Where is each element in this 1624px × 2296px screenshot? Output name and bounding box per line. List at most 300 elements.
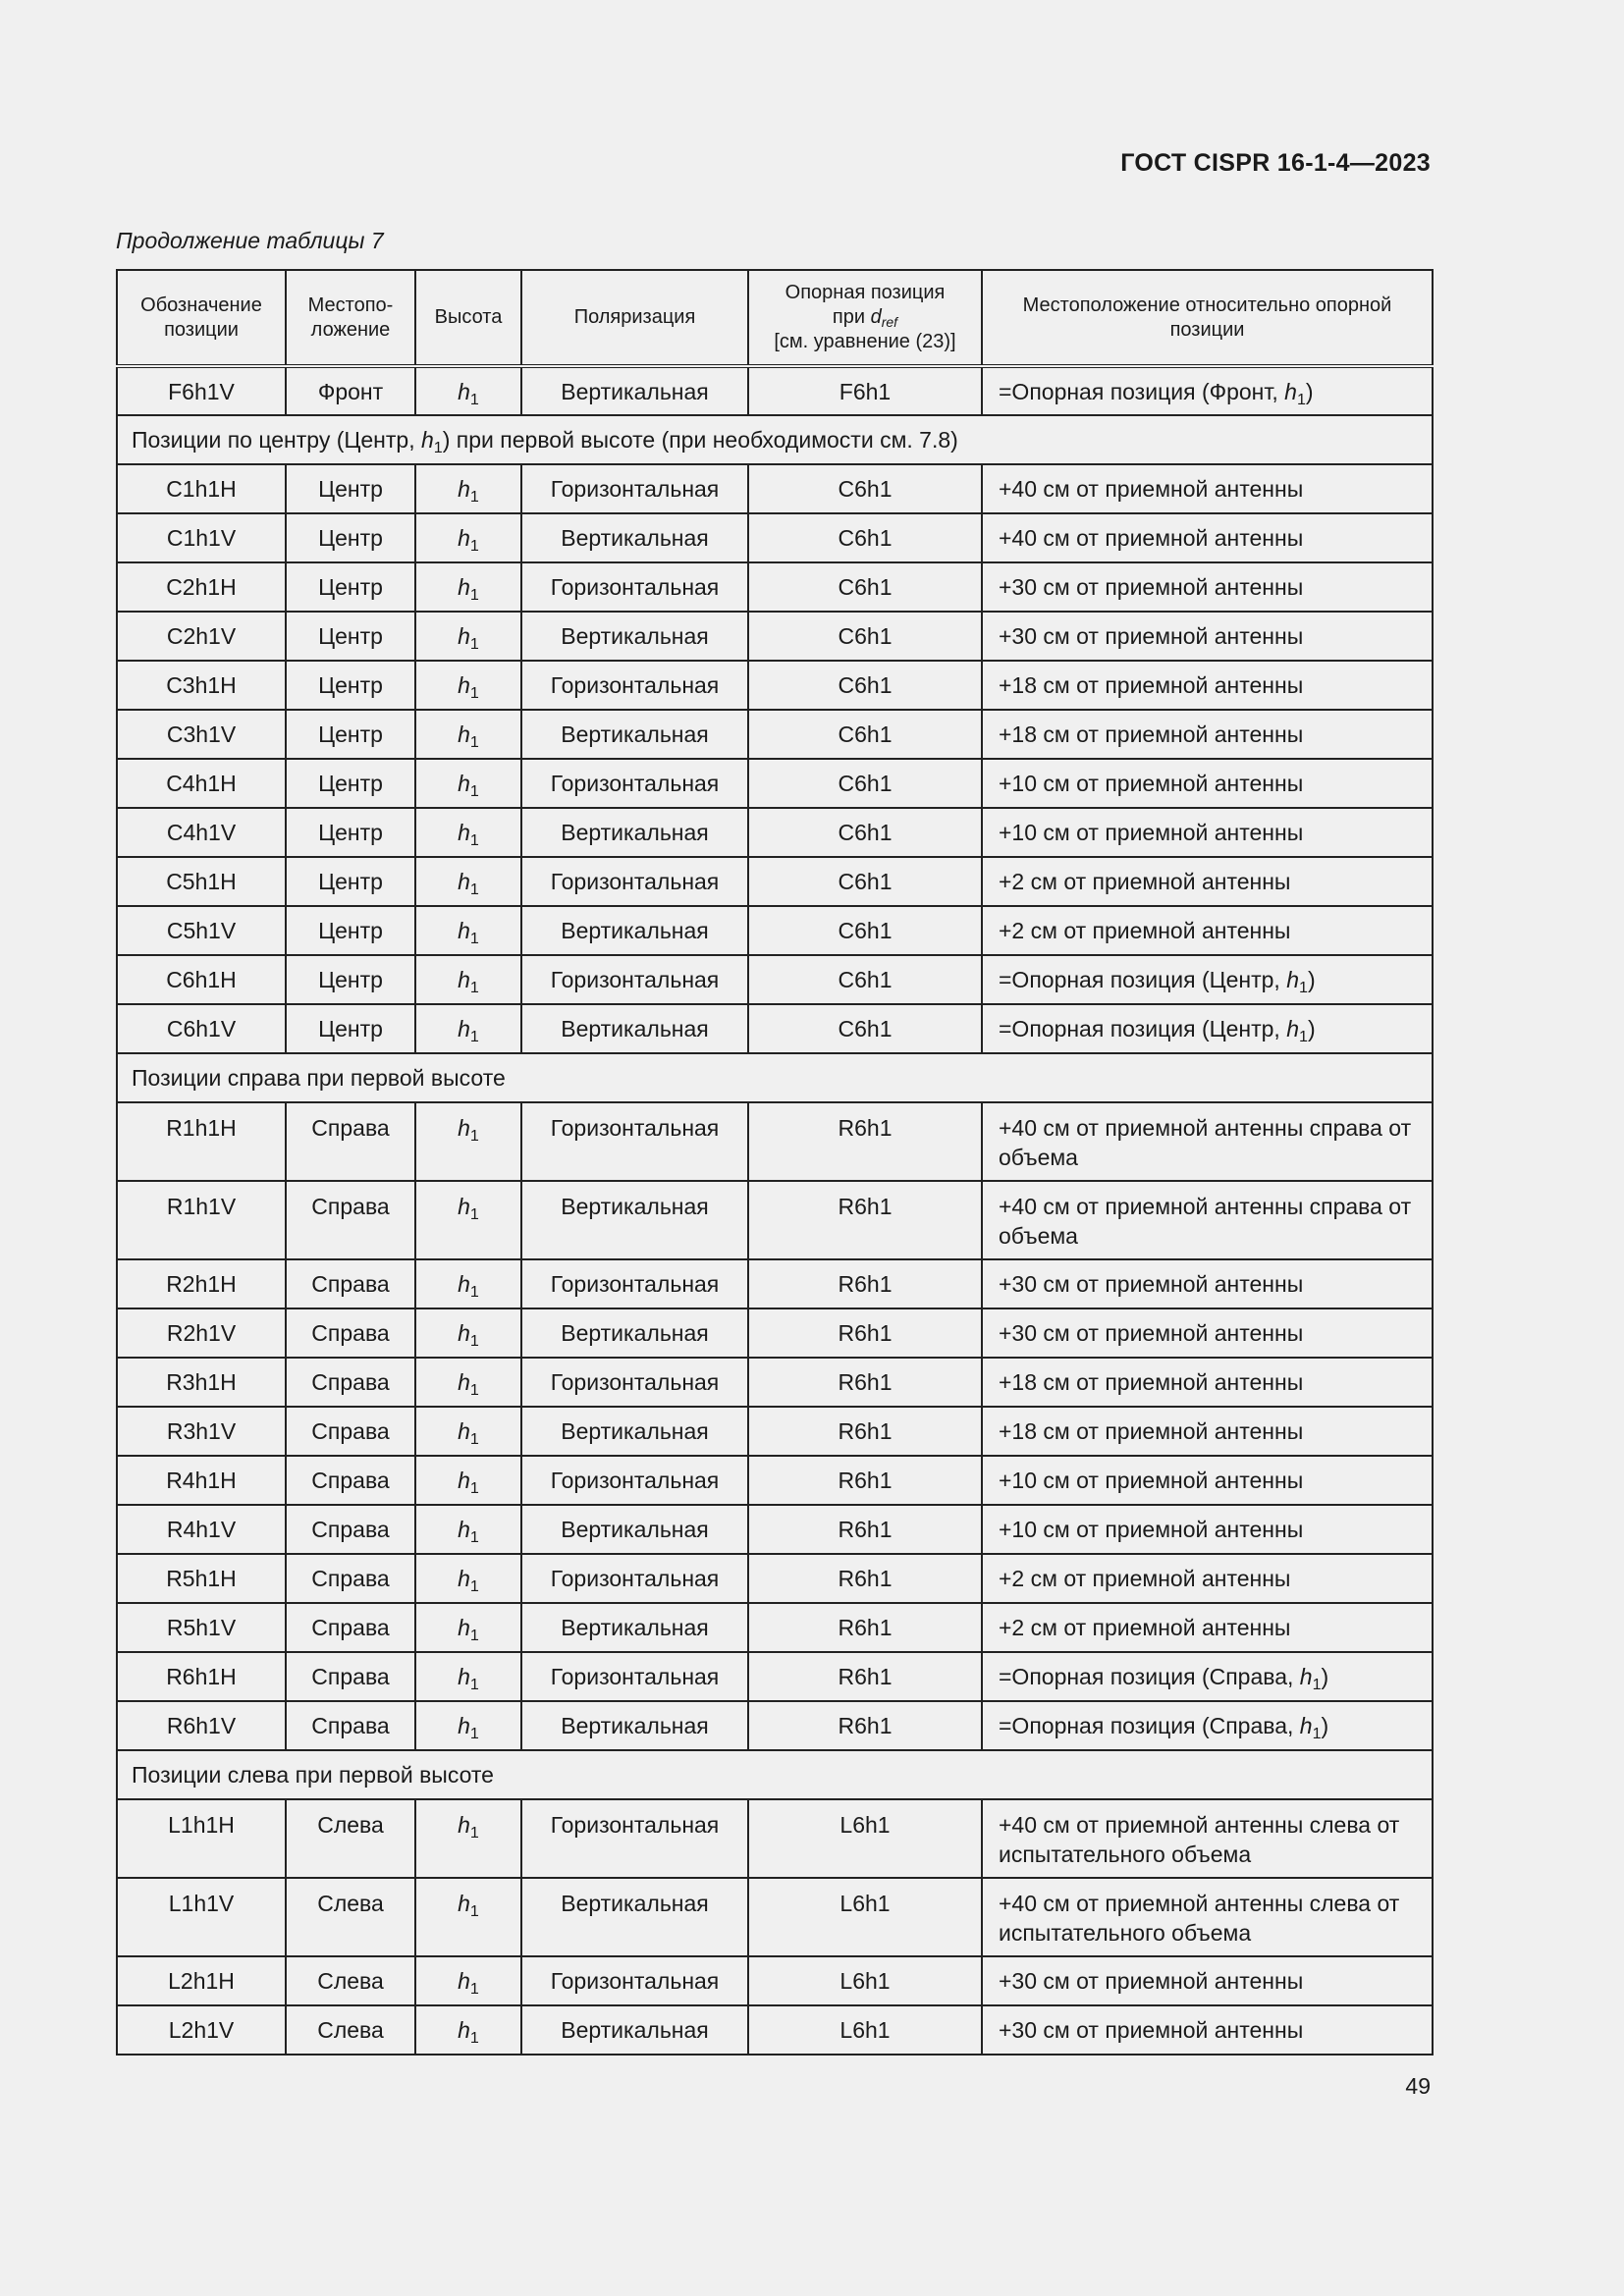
- h-index: 1: [469, 1380, 479, 1399]
- h-index: 1: [469, 1126, 479, 1145]
- h-symbol: h: [458, 1194, 470, 1219]
- cell-designation: F6h1V: [117, 366, 286, 415]
- cell-height: [415, 1259, 521, 1308]
- section-label: [117, 415, 1433, 464]
- cell-designation: R3h1H: [117, 1358, 286, 1407]
- table-row: [117, 710, 1433, 759]
- col-location-line2: ложение: [310, 318, 391, 341]
- cell-polarization: Горизонтальная: [521, 1799, 748, 1878]
- relative-position-text: =Опорная позиция (Справа,: [999, 1713, 1300, 1738]
- h-symbol: h: [458, 869, 470, 894]
- h-symbol: h: [458, 1369, 470, 1395]
- cell-location: Справа: [286, 1308, 415, 1358]
- col-header-relative-position: Местоположение относительно опорной позиции: [982, 270, 1433, 366]
- relative-position-text: +18 см от приемной антенны: [999, 721, 1304, 747]
- cell-relative-position: [982, 1554, 1433, 1603]
- cell-relative-position: [982, 612, 1433, 661]
- relative-position-text: +40 см от приемной антенны слева от испытательного объема: [999, 1812, 1400, 1867]
- height-value: [458, 672, 479, 702]
- height-value: [458, 1194, 479, 1223]
- h-index: 1: [469, 830, 479, 849]
- table-row: [117, 1181, 1433, 1259]
- table-container: [116, 269, 1432, 2056]
- h-symbol: h: [1284, 378, 1297, 404]
- cell-height: [415, 906, 521, 955]
- cell-location: Центр: [286, 710, 415, 759]
- table-row: [117, 1102, 1433, 1181]
- height-value: [458, 1369, 479, 1399]
- height-value: [458, 771, 479, 800]
- cell-location: Центр: [286, 857, 415, 906]
- cell-height: [415, 1102, 521, 1181]
- cell-location: Справа: [286, 1505, 415, 1554]
- cell-designation: L2h1V: [117, 2005, 286, 2055]
- h-index: 1: [469, 1823, 479, 1842]
- cell-height: [415, 1554, 521, 1603]
- h-index: 1: [469, 1979, 479, 1998]
- relative-position-text: +18 см от приемной антенны: [999, 672, 1304, 698]
- cell-relative-position: [982, 906, 1433, 955]
- cell-location: Центр: [286, 612, 415, 661]
- cell-reference: R6h1: [748, 1505, 982, 1554]
- table-row: [117, 1358, 1433, 1407]
- col-location-line1: Местопо-: [307, 294, 394, 316]
- cell-location: Центр: [286, 808, 415, 857]
- section-row-center: [117, 415, 1433, 464]
- relative-position-text: +18 см от приемной антенны: [999, 1369, 1304, 1395]
- cell-location: Справа: [286, 1652, 415, 1701]
- cell-relative-position: [982, 1102, 1433, 1181]
- cell-relative-position: =Опорная позиция (Справа, $h_1$): [982, 1652, 1433, 1701]
- h-symbol: h: [458, 525, 470, 551]
- height-value: [458, 1016, 479, 1045]
- section-row-right: [117, 1053, 1433, 1102]
- table-row: [117, 759, 1433, 808]
- cell-polarization: Горизонтальная: [521, 661, 748, 710]
- h-symbol: h: [458, 1418, 470, 1444]
- cell-designation: L1h1H: [117, 1799, 286, 1878]
- cell-relative-position: [982, 1956, 1433, 2005]
- table-header-row: [117, 270, 1433, 366]
- h-symbol: h: [458, 820, 470, 845]
- relative-position-text: +10 см от приемной антенны: [999, 771, 1304, 796]
- height-value: [458, 1968, 479, 1998]
- cell-location: Справа: [286, 1407, 415, 1456]
- h-symbol: h: [458, 721, 470, 747]
- col-ref-line1: Опорная позиция: [785, 282, 946, 303]
- relative-position-text: +40 см от приемной антенны: [999, 525, 1304, 551]
- table-row: [117, 1878, 1433, 1956]
- cell-location: Центр: [286, 464, 415, 513]
- cell-reference: F6h1: [748, 366, 982, 415]
- h-index: 1: [469, 683, 479, 702]
- relative-position-text: +2 см от приемной антенны: [999, 1615, 1291, 1640]
- cell-reference: L6h1: [748, 2005, 982, 2055]
- table-row: [117, 1004, 1433, 1053]
- cell-relative-position: [982, 1878, 1433, 1956]
- cell-location: Справа: [286, 1102, 415, 1181]
- h-index: 1: [433, 438, 443, 456]
- h-index: 1: [469, 1901, 479, 1920]
- cell-polarization: Горизонтальная: [521, 759, 748, 808]
- cell-reference: R6h1: [748, 1456, 982, 1505]
- cell-reference: C6h1: [748, 612, 982, 661]
- h-symbol: h: [458, 1615, 470, 1640]
- h-index: 1: [469, 1429, 479, 1448]
- table-caption: Продолжение таблицы 7: [116, 228, 384, 253]
- relative-position-text: +30 см от приемной антенны: [999, 574, 1304, 600]
- relative-position-text: +40 см от приемной антенны справа от объема: [999, 1194, 1412, 1249]
- cell-polarization: Горизонтальная: [521, 1358, 748, 1407]
- cell-designation: C4h1V: [117, 808, 286, 857]
- h-index: 1: [1299, 1027, 1308, 1045]
- col-designation-line1: Обозначение: [140, 294, 262, 316]
- h-index: 1: [469, 1724, 479, 1742]
- cell-relative-position: =Опорная позиция (Справа, $h_1$): [982, 1701, 1433, 1750]
- height-value: [458, 1713, 479, 1742]
- cell-designation: C6h1V: [117, 1004, 286, 1053]
- relative-position-text: +2 см от приемной антенны: [999, 918, 1291, 943]
- cell-polarization: Вертикальная: [521, 1308, 748, 1358]
- table-row: [117, 1308, 1433, 1358]
- cell-reference: L6h1: [748, 1878, 982, 1956]
- height-value: [458, 378, 479, 408]
- cell-height: [415, 1652, 521, 1701]
- table-row: [117, 1554, 1433, 1603]
- cell-designation: R1h1H: [117, 1102, 286, 1181]
- cell-location: Справа: [286, 1181, 415, 1259]
- cell-location: Центр: [286, 955, 415, 1004]
- cell-reference: C6h1: [748, 1004, 982, 1053]
- h-symbol: h: [458, 1891, 470, 1916]
- cell-polarization: Вертикальная: [521, 612, 748, 661]
- table-row: [117, 906, 1433, 955]
- height-value: [458, 918, 479, 947]
- relative-position-text: +10 см от приемной антенны: [999, 1517, 1304, 1542]
- relative-position-text: =Опорная позиция (Центр,: [999, 1016, 1287, 1041]
- relative-height-symbol: [1286, 1016, 1308, 1045]
- h-index: 1: [469, 929, 479, 947]
- cell-height: [415, 1407, 521, 1456]
- section-text-before: Позиции по центру (Центр,: [132, 427, 415, 453]
- table-row: [117, 464, 1433, 513]
- h-index: 1: [469, 732, 479, 751]
- cell-relative-position: [982, 710, 1433, 759]
- table-row: [117, 1956, 1433, 2005]
- height-value: [458, 820, 479, 849]
- cell-designation: C3h1H: [117, 661, 286, 710]
- h-symbol: h: [458, 1320, 470, 1346]
- relative-position-text: =Опорная позиция (Центр,: [999, 967, 1287, 992]
- col-ref-d: d: [870, 306, 882, 328]
- h-index: 1: [469, 1675, 479, 1693]
- cell-polarization: Горизонтальная: [521, 955, 748, 1004]
- cell-location: Центр: [286, 513, 415, 562]
- section-row-left: [117, 1750, 1433, 1799]
- cell-designation: C3h1V: [117, 710, 286, 759]
- cell-reference: R6h1: [748, 1407, 982, 1456]
- h-index: 1: [469, 781, 479, 800]
- cell-height: [415, 955, 521, 1004]
- cell-location: Фронт: [286, 366, 415, 415]
- cell-height: [415, 2005, 521, 2055]
- col-header-reference: [748, 270, 982, 366]
- col-ref-prefix: при: [832, 306, 866, 328]
- height-value: [458, 1891, 479, 1920]
- cell-location: Центр: [286, 759, 415, 808]
- cell-height: [415, 1505, 521, 1554]
- h-index: 1: [469, 880, 479, 898]
- cell-polarization: Вертикальная: [521, 1505, 748, 1554]
- col-header-polarization: Поляризация: [521, 270, 748, 366]
- section-label: Позиции слева при первой высоте: [117, 1750, 1433, 1799]
- height-value: [458, 574, 479, 604]
- cell-relative-position: [982, 808, 1433, 857]
- cell-height: [415, 1004, 521, 1053]
- col-header-designation: [117, 270, 286, 366]
- cell-relative-position: [982, 759, 1433, 808]
- col-ref-sub: ref: [881, 314, 898, 331]
- cell-relative-position: =Опорная позиция (Центр, $h_1$): [982, 955, 1433, 1004]
- table-row: [117, 612, 1433, 661]
- height-value: [458, 525, 479, 555]
- cell-location: Центр: [286, 1004, 415, 1053]
- relative-height-symbol: [1299, 1664, 1322, 1693]
- h-symbol: h: [1286, 967, 1300, 992]
- cell-polarization: Вертикальная: [521, 513, 748, 562]
- h-symbol: h: [458, 574, 470, 600]
- cell-reference: C6h1: [748, 710, 982, 759]
- cell-reference: C6h1: [748, 464, 982, 513]
- h-index: 1: [1299, 978, 1308, 996]
- cell-reference: R6h1: [748, 1358, 982, 1407]
- cell-relative-position: [982, 1308, 1433, 1358]
- section-label: Позиции справа при первой высоте: [117, 1053, 1433, 1102]
- cell-reference: R6h1: [748, 1308, 982, 1358]
- height-value: [458, 623, 479, 653]
- cell-relative-position: [982, 1358, 1433, 1407]
- height-value: [458, 1468, 479, 1497]
- cell-relative-position: [982, 464, 1433, 513]
- table-row: [117, 1799, 1433, 1878]
- h-symbol: h: [458, 1713, 470, 1738]
- h-index: 1: [469, 2028, 479, 2047]
- cell-designation: R2h1V: [117, 1308, 286, 1358]
- document-id: ГОСТ CISPR 16-1-4—2023: [1120, 149, 1431, 177]
- cell-polarization: Вертикальная: [521, 710, 748, 759]
- cell-relative-position: [982, 562, 1433, 612]
- relative-position-text: +10 см от приемной антенны: [999, 1468, 1304, 1493]
- cell-location: Справа: [286, 1554, 415, 1603]
- h-index: 1: [1312, 1724, 1322, 1742]
- cell-designation: C1h1H: [117, 464, 286, 513]
- height-value: [458, 1271, 479, 1301]
- table-row: [117, 661, 1433, 710]
- cell-height: [415, 366, 521, 415]
- cell-reference: C6h1: [748, 808, 982, 857]
- cell-polarization: Горизонтальная: [521, 1652, 748, 1701]
- h-index: 1: [1296, 390, 1306, 408]
- cell-height: [415, 464, 521, 513]
- cell-height: [415, 1308, 521, 1358]
- cell-relative-position: [982, 1407, 1433, 1456]
- cell-reference: C6h1: [748, 857, 982, 906]
- height-value: [458, 721, 479, 751]
- cell-location: Слева: [286, 1799, 415, 1878]
- height-value: [458, 1615, 479, 1644]
- h-index: 1: [469, 1027, 479, 1045]
- cell-designation: R4h1H: [117, 1456, 286, 1505]
- cell-polarization: Горизонтальная: [521, 1956, 748, 2005]
- cell-polarization: Вертикальная: [521, 1603, 748, 1652]
- cell-reference: R6h1: [748, 1652, 982, 1701]
- cell-designation: R5h1H: [117, 1554, 286, 1603]
- h-index: 1: [469, 1478, 479, 1497]
- cell-relative-position: =Опорная позиция (Центр, $h_1$): [982, 1004, 1433, 1053]
- table-row: [117, 1652, 1433, 1701]
- relative-position-text: =Опорная позиция (Фронт,: [999, 378, 1285, 404]
- relative-position-text: +30 см от приемной антенны: [999, 1320, 1304, 1346]
- cell-designation: C4h1H: [117, 759, 286, 808]
- h-symbol: h: [458, 476, 470, 502]
- cell-designation: L2h1H: [117, 1956, 286, 2005]
- table-row: [117, 808, 1433, 857]
- cell-designation: R2h1H: [117, 1259, 286, 1308]
- height-value: [458, 1566, 479, 1595]
- cell-polarization: Вертикальная: [521, 1701, 748, 1750]
- cell-polarization: Вертикальная: [521, 808, 748, 857]
- cell-height: [415, 759, 521, 808]
- cell-polarization: Горизонтальная: [521, 1259, 748, 1308]
- h-symbol: h: [458, 1468, 470, 1493]
- cell-designation: R6h1V: [117, 1701, 286, 1750]
- cell-height: [415, 1603, 521, 1652]
- cell-polarization: Горизонтальная: [521, 1456, 748, 1505]
- cell-designation: C1h1V: [117, 513, 286, 562]
- cell-location: Центр: [286, 562, 415, 612]
- cell-relative-position: [982, 1181, 1433, 1259]
- relative-position-text: +30 см от приемной антенны: [999, 1968, 1304, 1994]
- cell-polarization: Вертикальная: [521, 1878, 748, 1956]
- h-symbol: h: [458, 918, 470, 943]
- h-index: 1: [469, 978, 479, 996]
- cell-height: [415, 562, 521, 612]
- cell-reference: C6h1: [748, 661, 982, 710]
- cell-polarization: Вертикальная: [521, 1407, 748, 1456]
- h-symbol: h: [421, 427, 434, 453]
- cell-reference: C6h1: [748, 562, 982, 612]
- cell-designation: C5h1V: [117, 906, 286, 955]
- table-row: [117, 562, 1433, 612]
- cell-location: Центр: [286, 661, 415, 710]
- cell-relative-position: =Опорная позиция (Фронт, $h_1$): [982, 366, 1433, 415]
- h-index: 1: [469, 585, 479, 604]
- h-index: 1: [469, 536, 479, 555]
- cell-designation: R1h1V: [117, 1181, 286, 1259]
- h-index: 1: [1312, 1675, 1322, 1693]
- table-row: [117, 1505, 1433, 1554]
- h-symbol: h: [458, 1016, 470, 1041]
- table-row: [117, 1407, 1433, 1456]
- height-value: [458, 869, 479, 898]
- cell-reference: C6h1: [748, 513, 982, 562]
- cell-designation: R4h1V: [117, 1505, 286, 1554]
- cell-height: [415, 710, 521, 759]
- cell-location: Справа: [286, 1456, 415, 1505]
- relative-position-text: +2 см от приемной антенны: [999, 869, 1291, 894]
- cell-height: [415, 612, 521, 661]
- h-symbol: h: [458, 1566, 470, 1591]
- table-row: [117, 1456, 1433, 1505]
- col-ref-line3: [см. уравнение (23)]: [774, 331, 956, 352]
- cell-designation: C6h1H: [117, 955, 286, 1004]
- h-symbol: h: [458, 2017, 470, 2043]
- cell-relative-position: [982, 1799, 1433, 1878]
- relative-height-symbol: [1286, 967, 1308, 996]
- cell-height: [415, 1956, 521, 2005]
- table-row: [117, 857, 1433, 906]
- h-index: 1: [469, 1527, 479, 1546]
- cell-polarization: Вертикальная: [521, 1181, 748, 1259]
- cell-height: [415, 1878, 521, 1956]
- cell-location: Слева: [286, 1956, 415, 2005]
- cell-height: [415, 857, 521, 906]
- h-symbol: h: [458, 967, 470, 992]
- relative-position-text: +30 см от приемной антенны: [999, 623, 1304, 649]
- cell-polarization: Горизонтальная: [521, 857, 748, 906]
- cell-height: [415, 1799, 521, 1878]
- cell-reference: R6h1: [748, 1701, 982, 1750]
- cell-location: Справа: [286, 1358, 415, 1407]
- page-number: 49: [1405, 2073, 1431, 2099]
- cell-relative-position: [982, 513, 1433, 562]
- cell-reference: L6h1: [748, 1956, 982, 2005]
- cell-polarization: Вертикальная: [521, 2005, 748, 2055]
- cell-designation: C2h1V: [117, 612, 286, 661]
- cell-relative-position: [982, 1603, 1433, 1652]
- cell-reference: R6h1: [748, 1181, 982, 1259]
- relative-position-text: +40 см от приемной антенны: [999, 476, 1304, 502]
- table-row: [117, 513, 1433, 562]
- cell-reference: L6h1: [748, 1799, 982, 1878]
- cell-location: Справа: [286, 1701, 415, 1750]
- section-height-symbol: [421, 427, 443, 456]
- cell-designation: R3h1V: [117, 1407, 286, 1456]
- relative-position-text: +40 см от приемной антенны справа от объема: [999, 1115, 1412, 1170]
- h-index: 1: [469, 1576, 479, 1595]
- cell-reference: R6h1: [748, 1102, 982, 1181]
- cell-polarization: Горизонтальная: [521, 1102, 748, 1181]
- h-symbol: h: [458, 1115, 470, 1141]
- height-value: [458, 1664, 479, 1693]
- col-designation-line2: позиции: [164, 318, 239, 341]
- cell-height: [415, 1358, 521, 1407]
- cell-height: [415, 1701, 521, 1750]
- table-row: [117, 2005, 1433, 2055]
- cell-polarization: Вертикальная: [521, 1004, 748, 1053]
- cell-reference: C6h1: [748, 759, 982, 808]
- cell-relative-position: [982, 2005, 1433, 2055]
- h-index: 1: [469, 634, 479, 653]
- cell-location: Слева: [286, 1878, 415, 1956]
- positions-table: [116, 269, 1434, 2056]
- height-value: [458, 476, 479, 506]
- height-value: [458, 1418, 479, 1448]
- table-row: [117, 1259, 1433, 1308]
- h-symbol: h: [458, 771, 470, 796]
- h-index: 1: [469, 487, 479, 506]
- cell-reference: C6h1: [748, 906, 982, 955]
